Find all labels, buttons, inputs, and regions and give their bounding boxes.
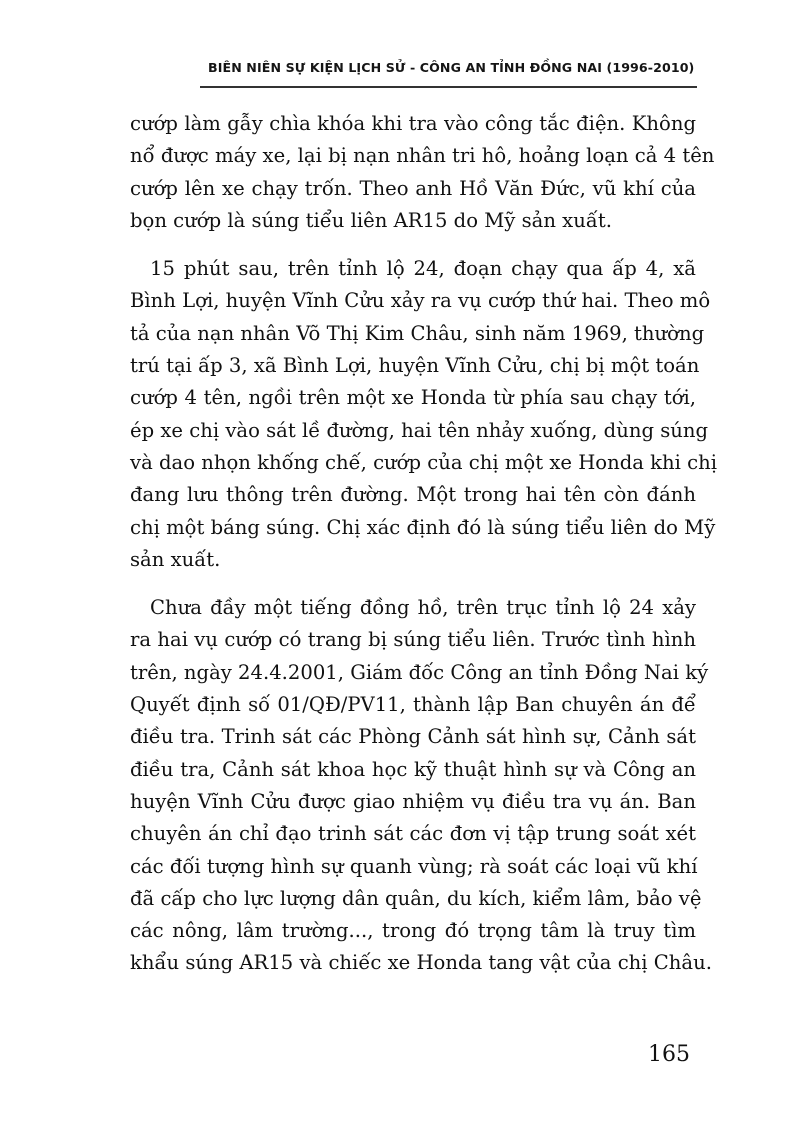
text-line: cướp lên xe chạy trốn. Theo anh Hồ Văn Đức, vũ khí của bbox=[130, 176, 696, 200]
text-line: và dao nhọn khống chế, cướp của chị một xe Honda khi chị bbox=[130, 450, 717, 474]
text-line: bọn cướp là súng tiểu liên AR15 do Mỹ sản xuất. bbox=[130, 208, 612, 232]
text-line: nổ được máy xe, lại bị nạn nhân tri hô, hoảng loạn cả 4 tên bbox=[130, 144, 715, 168]
text-line: điều tra. Trinh sát các Phòng Cảnh sát hình sự, Cảnh sát bbox=[130, 725, 696, 749]
running-header: BIÊN NIÊN SỰ KIỆN LỊCH SỬ - CÔNG AN TỈNH ĐỒNG NAI (1996-2010) bbox=[208, 60, 695, 75]
paragraph bbox=[130, 592, 712, 980]
text-line: các nông, lâm trường..., trong đó trọng tâm là truy tìm bbox=[130, 919, 696, 943]
text-line: khẩu súng AR15 và chiếc xe Honda tang vật của chị Châu. bbox=[130, 951, 712, 975]
text-line: trú tại ấp 3, xã Bình Lợi, huyện Vĩnh Cửu, chị bị một toán bbox=[130, 354, 700, 378]
text-line: chuyên án chỉ đạo trinh sát các đơn vị tập trung soát xét bbox=[130, 822, 696, 846]
text-line: cướp 4 tên, ngồi trên một xe Honda từ phía sau chạy tới, bbox=[130, 386, 696, 410]
text-line: cướp làm gẫy chìa khóa khi tra vào công tắc điện. Không bbox=[130, 112, 696, 135]
text-line: đang lưu thông trên đường. Một trong hai tên còn đánh bbox=[130, 483, 696, 507]
text-line: ép xe chị vào sát lề đường, hai tên nhảy xuống, dùng súng bbox=[130, 418, 709, 442]
paragraph bbox=[130, 253, 717, 576]
body-text bbox=[130, 108, 717, 996]
text-line: điều tra, Cảnh sát khoa học kỹ thuật hình sự và Công an bbox=[130, 757, 696, 781]
paragraph bbox=[130, 108, 715, 237]
text-line: trên, ngày 24.4.2001, Giám đốc Công an tỉnh Đồng Nai ký bbox=[130, 660, 709, 684]
text-line: tả của nạn nhân Võ Thị Kim Châu, sinh năm 1969, thường bbox=[130, 321, 705, 345]
text-line: ra hai vụ cướp có trang bị súng tiểu liên. Trước tình hình bbox=[130, 628, 696, 652]
text-line: các đối tượng hình sự quanh vùng; rà soát các loại vũ khí bbox=[130, 854, 698, 878]
text-line: Chưa đầy một tiếng đồng hồ, trên trục tỉnh lộ 24 xảy bbox=[150, 596, 696, 620]
text-line: Quyết định số 01/QĐ/PV11, thành lập Ban chuyên án để bbox=[130, 693, 696, 717]
page-number: 165 bbox=[648, 1042, 690, 1067]
text-line: huyện Vĩnh Cửu được giao nhiệm vụ điều tra vụ án. Ban bbox=[130, 789, 696, 813]
text-line: chị một báng súng. Chị xác định đó là súng tiểu liên do Mỹ bbox=[130, 515, 716, 539]
text-line: sản xuất. bbox=[130, 547, 221, 571]
header-rule bbox=[200, 86, 697, 88]
text-line: đã cấp cho lực lượng dân quân, du kích, kiểm lâm, bảo vệ bbox=[130, 886, 702, 910]
text-line: 15 phút sau, trên tỉnh lộ 24, đoạn chạy qua ấp 4, xã bbox=[150, 257, 696, 281]
text-line: Bình Lợi, huyện Vĩnh Cửu xảy ra vụ cướp thứ hai. Theo mô bbox=[130, 289, 711, 313]
